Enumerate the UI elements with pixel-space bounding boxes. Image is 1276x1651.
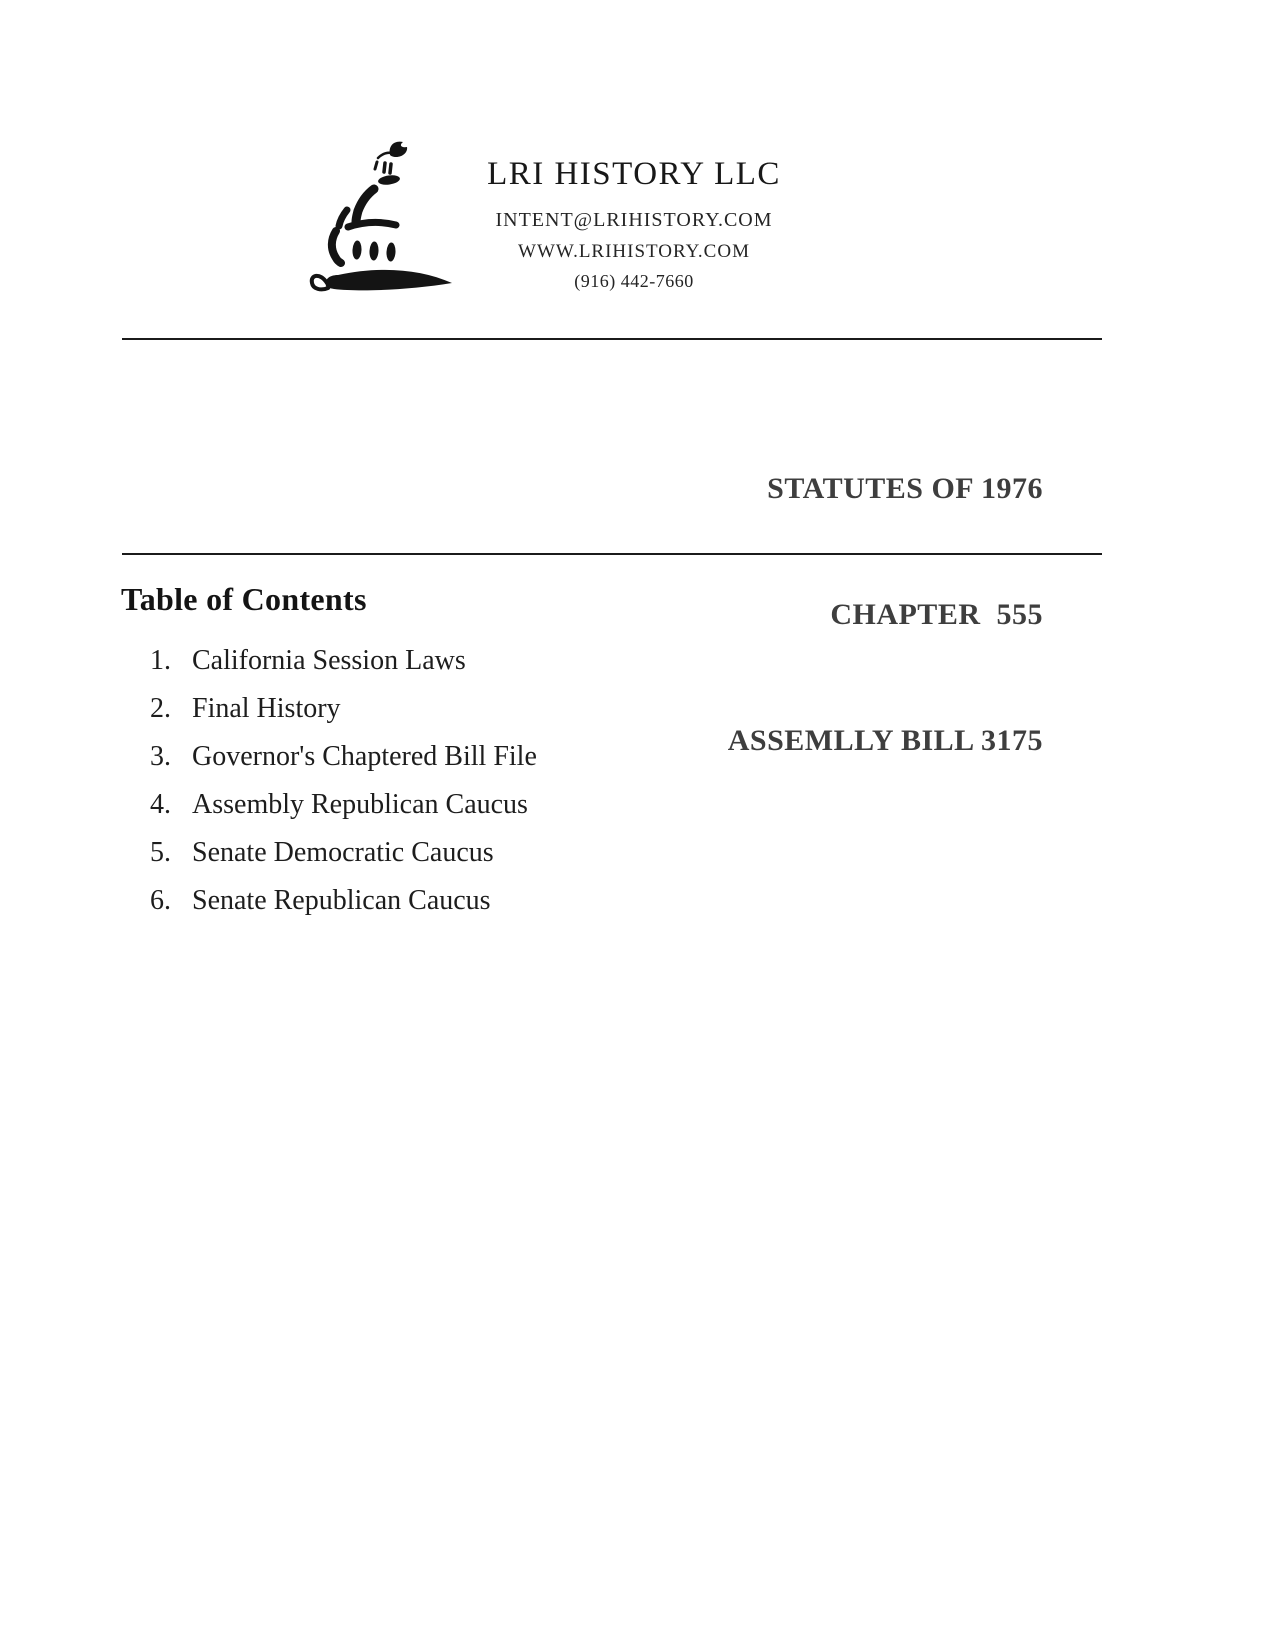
divider-top bbox=[122, 338, 1102, 340]
company-name: LRI HISTORY LLC bbox=[487, 156, 781, 192]
toc-item-senate-democratic-caucus bbox=[150, 837, 537, 885]
title-line-statutes: STATUTES OF 1976 bbox=[767, 472, 1043, 505]
toc-item-governors-chaptered-bill-file bbox=[150, 741, 537, 789]
toc-item-senate-republican-caucus bbox=[150, 885, 537, 933]
toc-item-label: Final History bbox=[192, 693, 341, 724]
toc-list bbox=[150, 645, 537, 933]
toc-item-number: 1. bbox=[150, 645, 171, 676]
statute-title-block bbox=[728, 384, 1043, 846]
toc-item-number: 6. bbox=[150, 885, 171, 916]
title-line-bill: ASSEMLLY BILL 3175 bbox=[727, 724, 1043, 757]
toc-item-label: Senate Republican Caucus bbox=[192, 885, 491, 916]
title-line-chapter: CHAPTER 555 bbox=[830, 598, 1043, 631]
toc-item-label: Governor's Chaptered Bill File bbox=[192, 741, 537, 772]
toc-item-california-session-laws bbox=[150, 645, 537, 693]
toc-item-final-history bbox=[150, 693, 537, 741]
toc-item-label: Senate Democratic Caucus bbox=[192, 837, 494, 868]
toc-heading: Table of Contents bbox=[121, 581, 367, 617]
toc-item-number: 3. bbox=[150, 741, 171, 772]
toc-item-number: 2. bbox=[150, 693, 171, 724]
company-email: INTENT@LRIHISTORY.COM bbox=[495, 209, 773, 231]
company-website: WWW.LRIHISTORY.COM bbox=[518, 241, 750, 262]
toc-item-label: California Session Laws bbox=[192, 645, 466, 676]
toc-item-number: 4. bbox=[150, 789, 171, 820]
toc-item-number: 5. bbox=[150, 837, 171, 868]
toc-item-label: Assembly Republican Caucus bbox=[192, 789, 528, 820]
toc-item-assembly-republican-caucus bbox=[150, 789, 537, 837]
divider-bottom bbox=[122, 553, 1102, 555]
company-phone: (916) 442-7660 bbox=[574, 271, 694, 291]
